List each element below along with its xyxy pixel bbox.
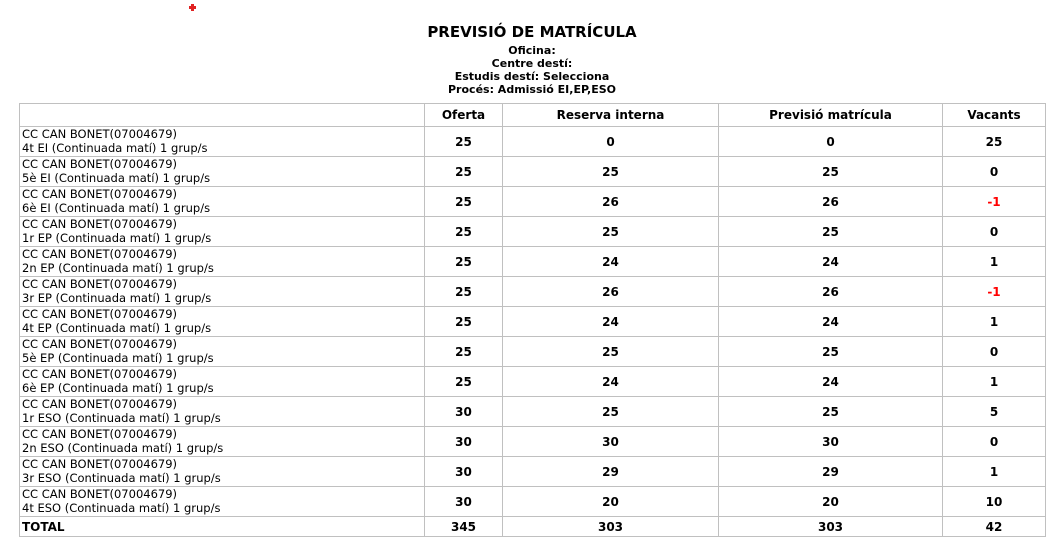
study-name: 5è EI (Continuada matí) 1 grup/s [22, 170, 211, 185]
row-label [20, 427, 425, 457]
vacants-value: 1 [943, 247, 1046, 277]
row-label [20, 247, 425, 277]
reserva-value: 20 [503, 487, 719, 517]
row-label [20, 397, 425, 427]
total-oferta: 345 [425, 517, 503, 537]
centre-name: CC CAN BONET(07004679) [22, 217, 178, 231]
previsio-value: 24 [719, 247, 943, 277]
col-header-reserva-interna: Reserva interna [503, 104, 719, 127]
study-name: 5è EP (Continuada matí) 1 grup/s [22, 350, 214, 365]
oferta-value: 25 [425, 307, 503, 337]
col-header-oferta: Oferta [425, 104, 503, 127]
broken-image-icon [189, 4, 197, 12]
vacants-value: 5 [943, 397, 1046, 427]
oferta-value: 25 [425, 127, 503, 157]
table-row [20, 157, 1046, 187]
study-name: 4t ESO (Continuada matí) 1 grup/s [22, 500, 221, 515]
oferta-value: 25 [425, 157, 503, 187]
study-name: 6è EP (Continuada matí) 1 grup/s [22, 380, 214, 395]
row-label [20, 217, 425, 247]
reserva-value: 30 [503, 427, 719, 457]
vacants-value: 0 [943, 157, 1046, 187]
vacants-value: 25 [943, 127, 1046, 157]
total-reserva: 303 [503, 517, 719, 537]
centre-name: CC CAN BONET(07004679) [22, 457, 178, 471]
col-header-vacants: Vacants [943, 104, 1046, 127]
previsio-value: 24 [719, 307, 943, 337]
oferta-value: 25 [425, 337, 503, 367]
study-name: 4t EP (Continuada matí) 1 grup/s [22, 320, 212, 335]
previsio-value: 24 [719, 367, 943, 397]
study-name: 4t EI (Continuada matí) 1 grup/s [22, 140, 208, 155]
study-name: 3r EP (Continuada matí) 1 grup/s [22, 290, 212, 305]
oferta-value: 25 [425, 277, 503, 307]
table-row [20, 337, 1046, 367]
row-label [20, 457, 425, 487]
subline-centre-desti: Centre destí: [491, 57, 573, 70]
table-row [20, 217, 1046, 247]
previsio-value: 29 [719, 457, 943, 487]
previsio-value: 25 [719, 157, 943, 187]
oferta-value: 30 [425, 457, 503, 487]
vacants-value: 1 [943, 307, 1046, 337]
matricula-table [19, 103, 1046, 537]
oferta-value: 25 [425, 187, 503, 217]
subline-proces: Procés: Admissió EI,EP,ESO [448, 83, 616, 96]
col-header-empty [20, 104, 425, 127]
table-row [20, 457, 1046, 487]
reserva-value: 26 [503, 187, 719, 217]
previsio-value: 25 [719, 337, 943, 367]
centre-name: CC CAN BONET(07004679) [22, 427, 178, 441]
subline-estudis-desti: Estudis destí: Selecciona [454, 70, 610, 83]
previsio-value: 0 [719, 127, 943, 157]
vacants-value: 10 [943, 487, 1046, 517]
reserva-value: 24 [503, 307, 719, 337]
reserva-value: 26 [503, 277, 719, 307]
centre-name: CC CAN BONET(07004679) [22, 367, 178, 381]
reserva-value: 25 [503, 217, 719, 247]
centre-name: CC CAN BONET(07004679) [22, 487, 178, 501]
table-row [20, 247, 1046, 277]
subline-oficina: Oficina: [508, 44, 556, 57]
centre-name: CC CAN BONET(07004679) [22, 277, 178, 291]
table-row [20, 277, 1046, 307]
study-name: 1r EP (Continuada matí) 1 grup/s [22, 230, 212, 245]
reserva-value: 0 [503, 127, 719, 157]
previsio-value: 25 [719, 217, 943, 247]
reserva-value: 25 [503, 157, 719, 187]
row-label [20, 337, 425, 367]
table-total-row [20, 517, 1046, 537]
centre-name: CC CAN BONET(07004679) [22, 307, 178, 321]
vacants-value: 1 [943, 367, 1046, 397]
study-name: 1r ESO (Continuada matí) 1 grup/s [22, 410, 221, 425]
study-name: 3r ESO (Continuada matí) 1 grup/s [22, 470, 221, 485]
total-vacants: 42 [943, 517, 1046, 537]
row-label [20, 157, 425, 187]
vacants-value: 0 [943, 427, 1046, 457]
reserva-value: 25 [503, 337, 719, 367]
oferta-value: 25 [425, 217, 503, 247]
previsio-value: 20 [719, 487, 943, 517]
table-row [20, 307, 1046, 337]
report-header [0, 0, 1064, 96]
table-row [20, 427, 1046, 457]
study-name: 2n EP (Continuada matí) 1 grup/s [22, 260, 214, 275]
centre-name: CC CAN BONET(07004679) [22, 187, 178, 201]
centre-name: CC CAN BONET(07004679) [22, 337, 178, 351]
vacants-value: 0 [943, 217, 1046, 247]
oferta-value: 25 [425, 247, 503, 277]
previsio-value: 26 [719, 277, 943, 307]
vacants-value: -1 [943, 187, 1046, 217]
reserva-value: 25 [503, 397, 719, 427]
row-label [20, 367, 425, 397]
study-name: 6è EI (Continuada matí) 1 grup/s [22, 200, 211, 215]
table-row [20, 487, 1046, 517]
table-row [20, 397, 1046, 427]
table-row [20, 127, 1046, 157]
previsio-value: 25 [719, 397, 943, 427]
reserva-value: 24 [503, 247, 719, 277]
row-label [20, 487, 425, 517]
oferta-value: 30 [425, 427, 503, 457]
row-label [20, 187, 425, 217]
previsio-value: 30 [719, 427, 943, 457]
table-row [20, 187, 1046, 217]
vacants-value: -1 [943, 277, 1046, 307]
table-header-row [20, 104, 1046, 127]
centre-name: CC CAN BONET(07004679) [22, 127, 178, 141]
centre-name: CC CAN BONET(07004679) [22, 397, 178, 411]
reserva-value: 29 [503, 457, 719, 487]
row-label [20, 127, 425, 157]
total-label: TOTAL [20, 517, 425, 537]
col-header-previsio-matricula: Previsió matrícula [719, 104, 943, 127]
centre-name: CC CAN BONET(07004679) [22, 247, 178, 261]
study-name: 2n ESO (Continuada matí) 1 grup/s [22, 440, 224, 455]
oferta-value: 30 [425, 487, 503, 517]
row-label [20, 307, 425, 337]
previsio-value: 26 [719, 187, 943, 217]
centre-name: CC CAN BONET(07004679) [22, 157, 178, 171]
reserva-value: 24 [503, 367, 719, 397]
total-previsio: 303 [719, 517, 943, 537]
vacants-value: 0 [943, 337, 1046, 367]
table-row [20, 367, 1046, 397]
page-title: PREVISIÓ DE MATRÍCULA [427, 23, 637, 41]
vacants-value: 1 [943, 457, 1046, 487]
row-label [20, 277, 425, 307]
oferta-value: 25 [425, 367, 503, 397]
oferta-value: 30 [425, 397, 503, 427]
